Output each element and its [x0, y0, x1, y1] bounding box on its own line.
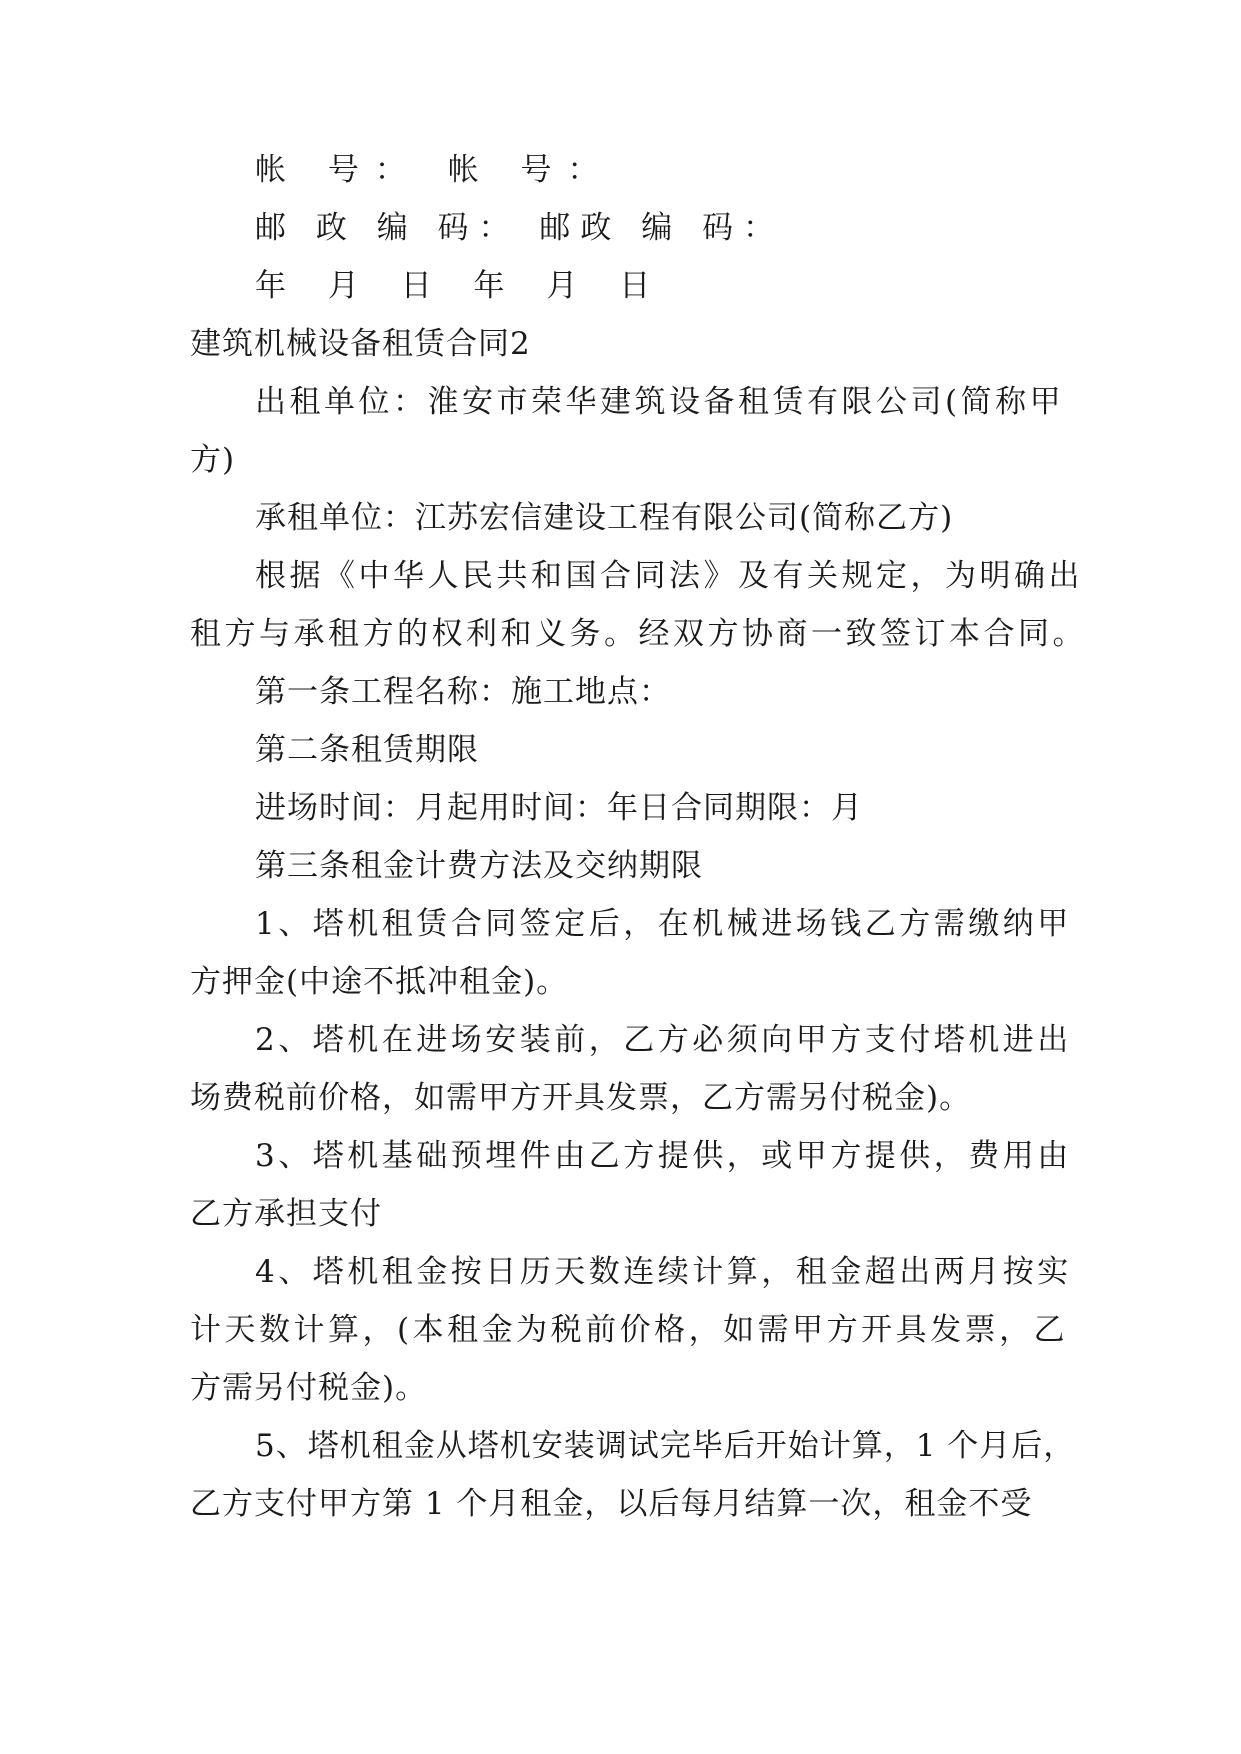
article-1-line: 第一条工程名称：施工地点： [255, 674, 671, 710]
account-number-line: 帐 号： 帐 号： [255, 152, 615, 188]
clause-4-line-3: 方需另付税金)。 [190, 1370, 428, 1406]
lessor-line-cont: 方) [190, 442, 236, 478]
clause-5-line-2: 乙方支付甲方第 1 个月租金，以后每月结算一次，租金不受 [190, 1486, 1033, 1522]
preamble-line-2: 租方与承租方的权利和义务。经双方协商一致签订本合同。 [190, 616, 1087, 652]
clause-1-line-2: 方押金(中途不抵冲租金)。 [190, 964, 569, 1000]
contract-title: 建筑机械设备租赁合同2 [190, 326, 531, 362]
clause-4-line-1: 4、塔机租金按日历天数连续计算，租金超出两月按实 [255, 1254, 1072, 1290]
article-3-heading: 第三条租金计费方法及交纳期限 [255, 848, 703, 884]
clause-3-line-1: 3、塔机基础预埋件由乙方提供，或甲方提供，费用由 [255, 1138, 1072, 1174]
article-2-heading: 第二条租赁期限 [255, 732, 479, 768]
clause-2-line-2: 场费税前价格，如需甲方开具发票，乙方需另付税金)。 [190, 1080, 972, 1116]
preamble-line-1: 根据《中华人民共和国合同法》及有关规定，为明确出 [255, 558, 1083, 594]
lessee-line: 承租单位：江苏宏信建设工程有限公司(简称乙方) [255, 500, 954, 536]
entry-time-line: 进场时间：月起用时间：年日合同期限：月 [255, 790, 863, 826]
clause-1-line-1: 1、塔机租赁合同签定后，在机械进场钱乙方需缴纳甲 [255, 906, 1072, 942]
lessor-line: 出租单位：淮安市荣华建筑设备租赁有限公司(简称甲 [255, 384, 1065, 420]
clause-4-line-2: 计天数计算，(本租金为税前价格，如需甲方开具发票，乙 [190, 1312, 1069, 1348]
postal-code-line: 邮 政 编 码： 邮政 编 码： [255, 210, 785, 246]
date-line: 年 月 日 年 月 日 [255, 268, 667, 304]
clause-5-line-1: 5、塔机租金从塔机安装调试完毕后开始计算，1 个月后， [255, 1428, 1076, 1464]
clause-3-line-2: 乙方承担支付 [190, 1196, 382, 1232]
clause-2-line-1: 2、塔机在进场安装前，乙方必须向甲方支付塔机进出 [255, 1022, 1072, 1058]
